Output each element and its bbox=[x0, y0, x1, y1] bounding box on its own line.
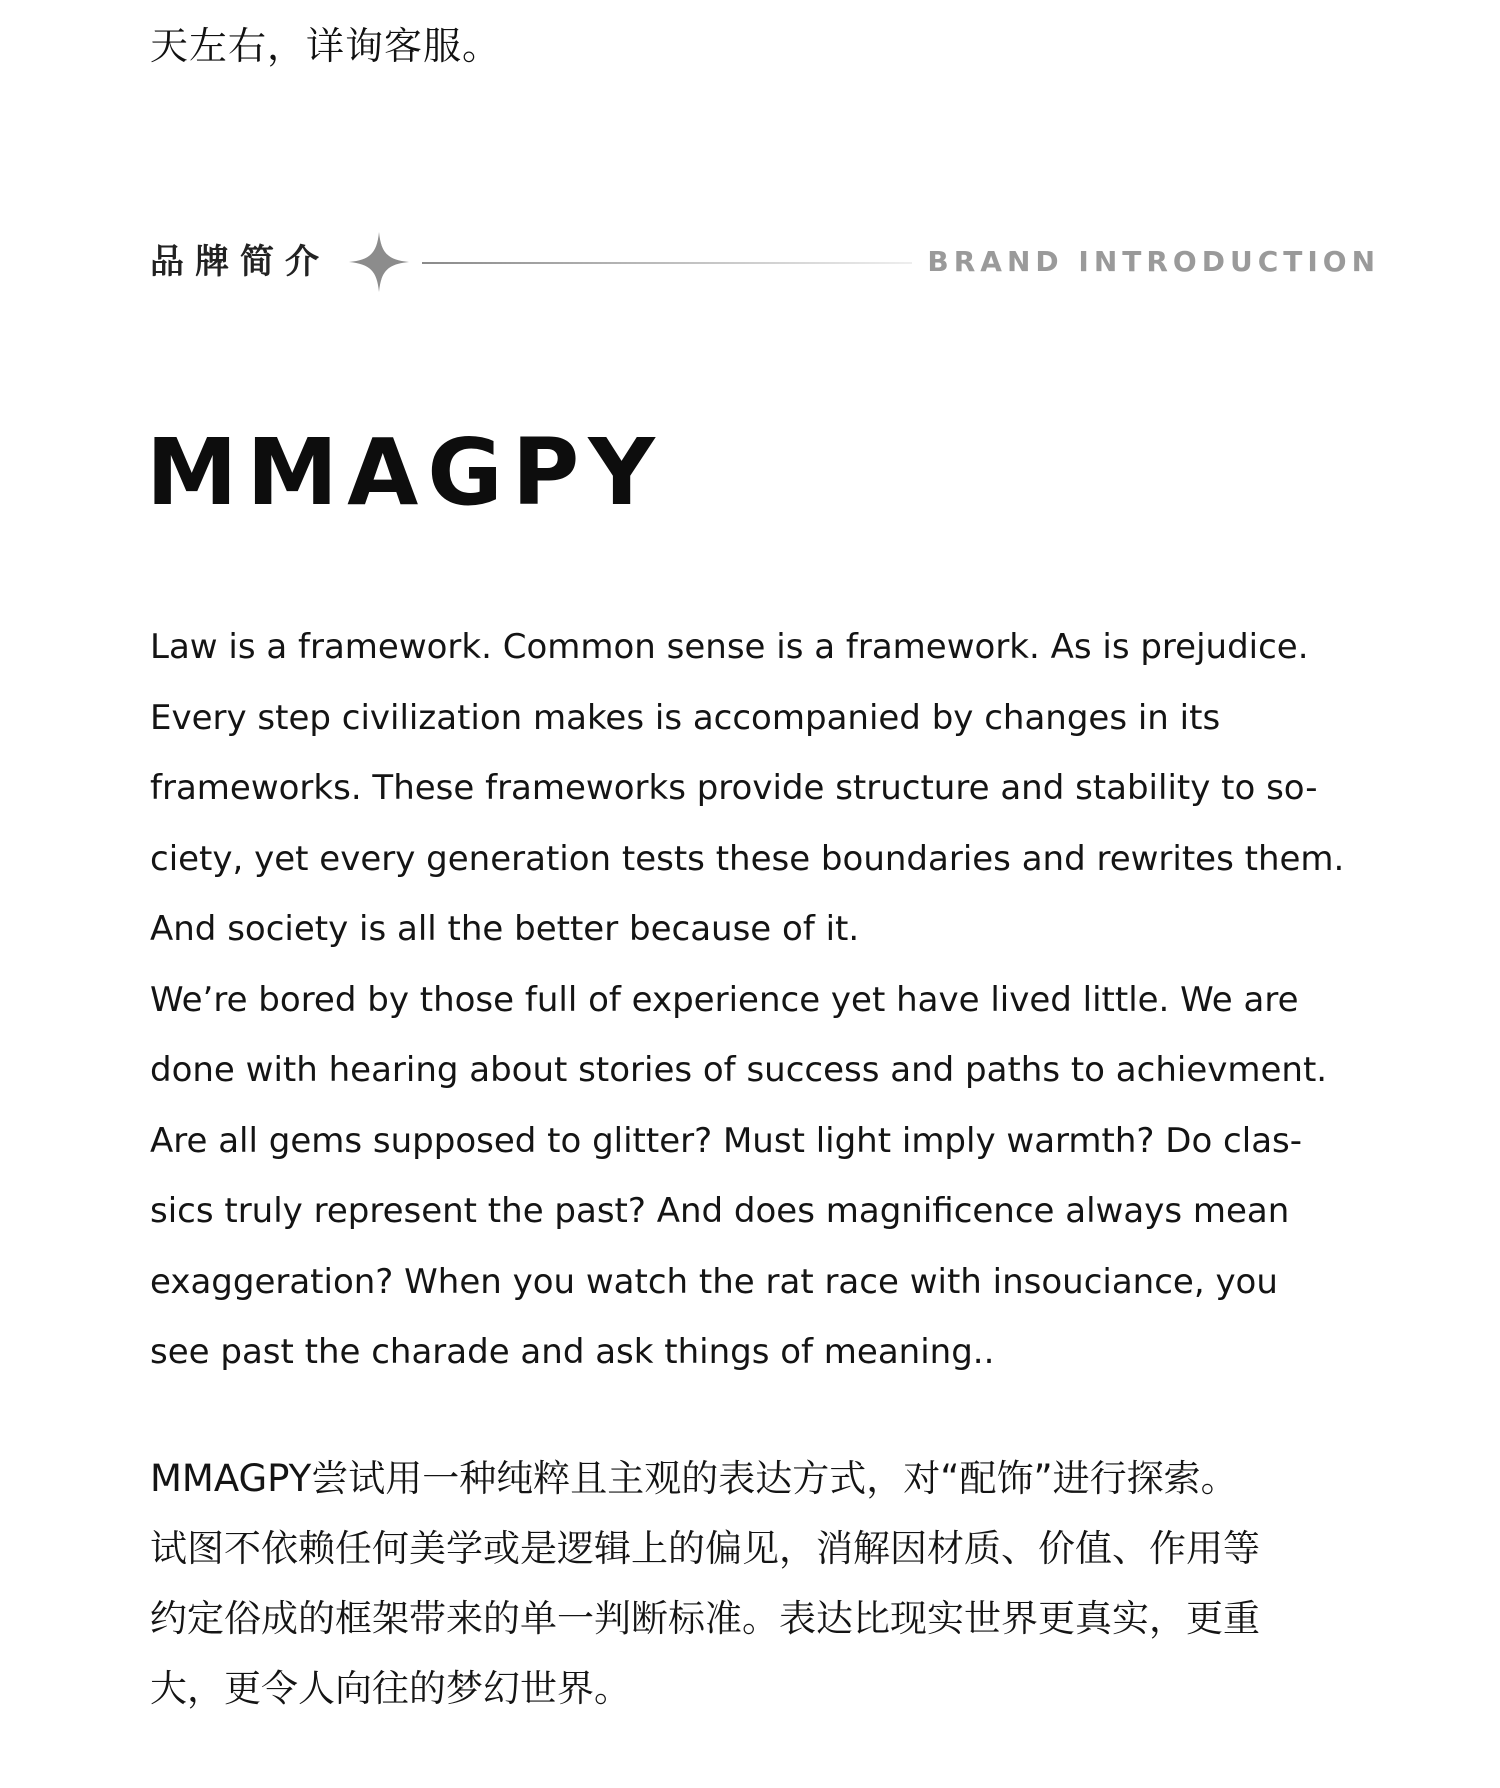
text-line: 试图不依赖任何美学或是逻辑上的偏见，消解因材质、价值、作用等 bbox=[150, 1527, 1260, 1570]
text-line: Every step civilization makes is accompanied by changes in its bbox=[150, 697, 1221, 738]
section-header bbox=[150, 230, 1380, 296]
text-line: 大，更令人向往的梦幻世界。 bbox=[150, 1667, 631, 1710]
top-note: 天左右，详询客服。 bbox=[150, 24, 502, 68]
intro-english-paragraph bbox=[150, 612, 1390, 1388]
section-title-en: BRAND INTRODUCTION bbox=[927, 245, 1380, 278]
text-line: frameworks. These frameworks provide structure and stability to so- bbox=[150, 768, 1318, 808]
text-line: We’re bored by those full of experience yet have lived little. We are bbox=[150, 979, 1299, 1020]
text-line: And society is all the better because of it. bbox=[150, 909, 860, 949]
text-line: sics truly represent the past? And does magnificence always mean bbox=[150, 1191, 1290, 1231]
text-line: exaggeration? When you watch the rat race with insouciance, you bbox=[150, 1261, 1278, 1302]
text-line: ciety, yet every generation tests these boundaries and rewrites them. bbox=[150, 838, 1345, 879]
text-line: done with hearing about stories of success and paths to achievment. bbox=[150, 1050, 1328, 1090]
four-point-star-icon bbox=[348, 231, 410, 293]
section-title-cn: 品牌简介 bbox=[150, 242, 330, 282]
text-line: Law is a framework. Common sense is a framework. As is prejudice. bbox=[150, 627, 1309, 667]
divider-line bbox=[422, 262, 912, 264]
text-line: MMAGPY尝试用一种纯粹且主观的表达方式，对“配饰”进行探索。 bbox=[150, 1457, 1238, 1500]
text-line: 约定俗成的框架带来的单一判断标准。表达比现实世界更真实，更重 bbox=[150, 1597, 1260, 1640]
text-line: Are all gems supposed to glitter? Must light imply warmth? Do clas- bbox=[150, 1120, 1303, 1161]
text-line: see past the charade and ask things of meaning.. bbox=[150, 1332, 995, 1372]
brand-name: MMAGPY bbox=[146, 419, 664, 526]
intro-chinese-paragraph bbox=[150, 1444, 1390, 1724]
